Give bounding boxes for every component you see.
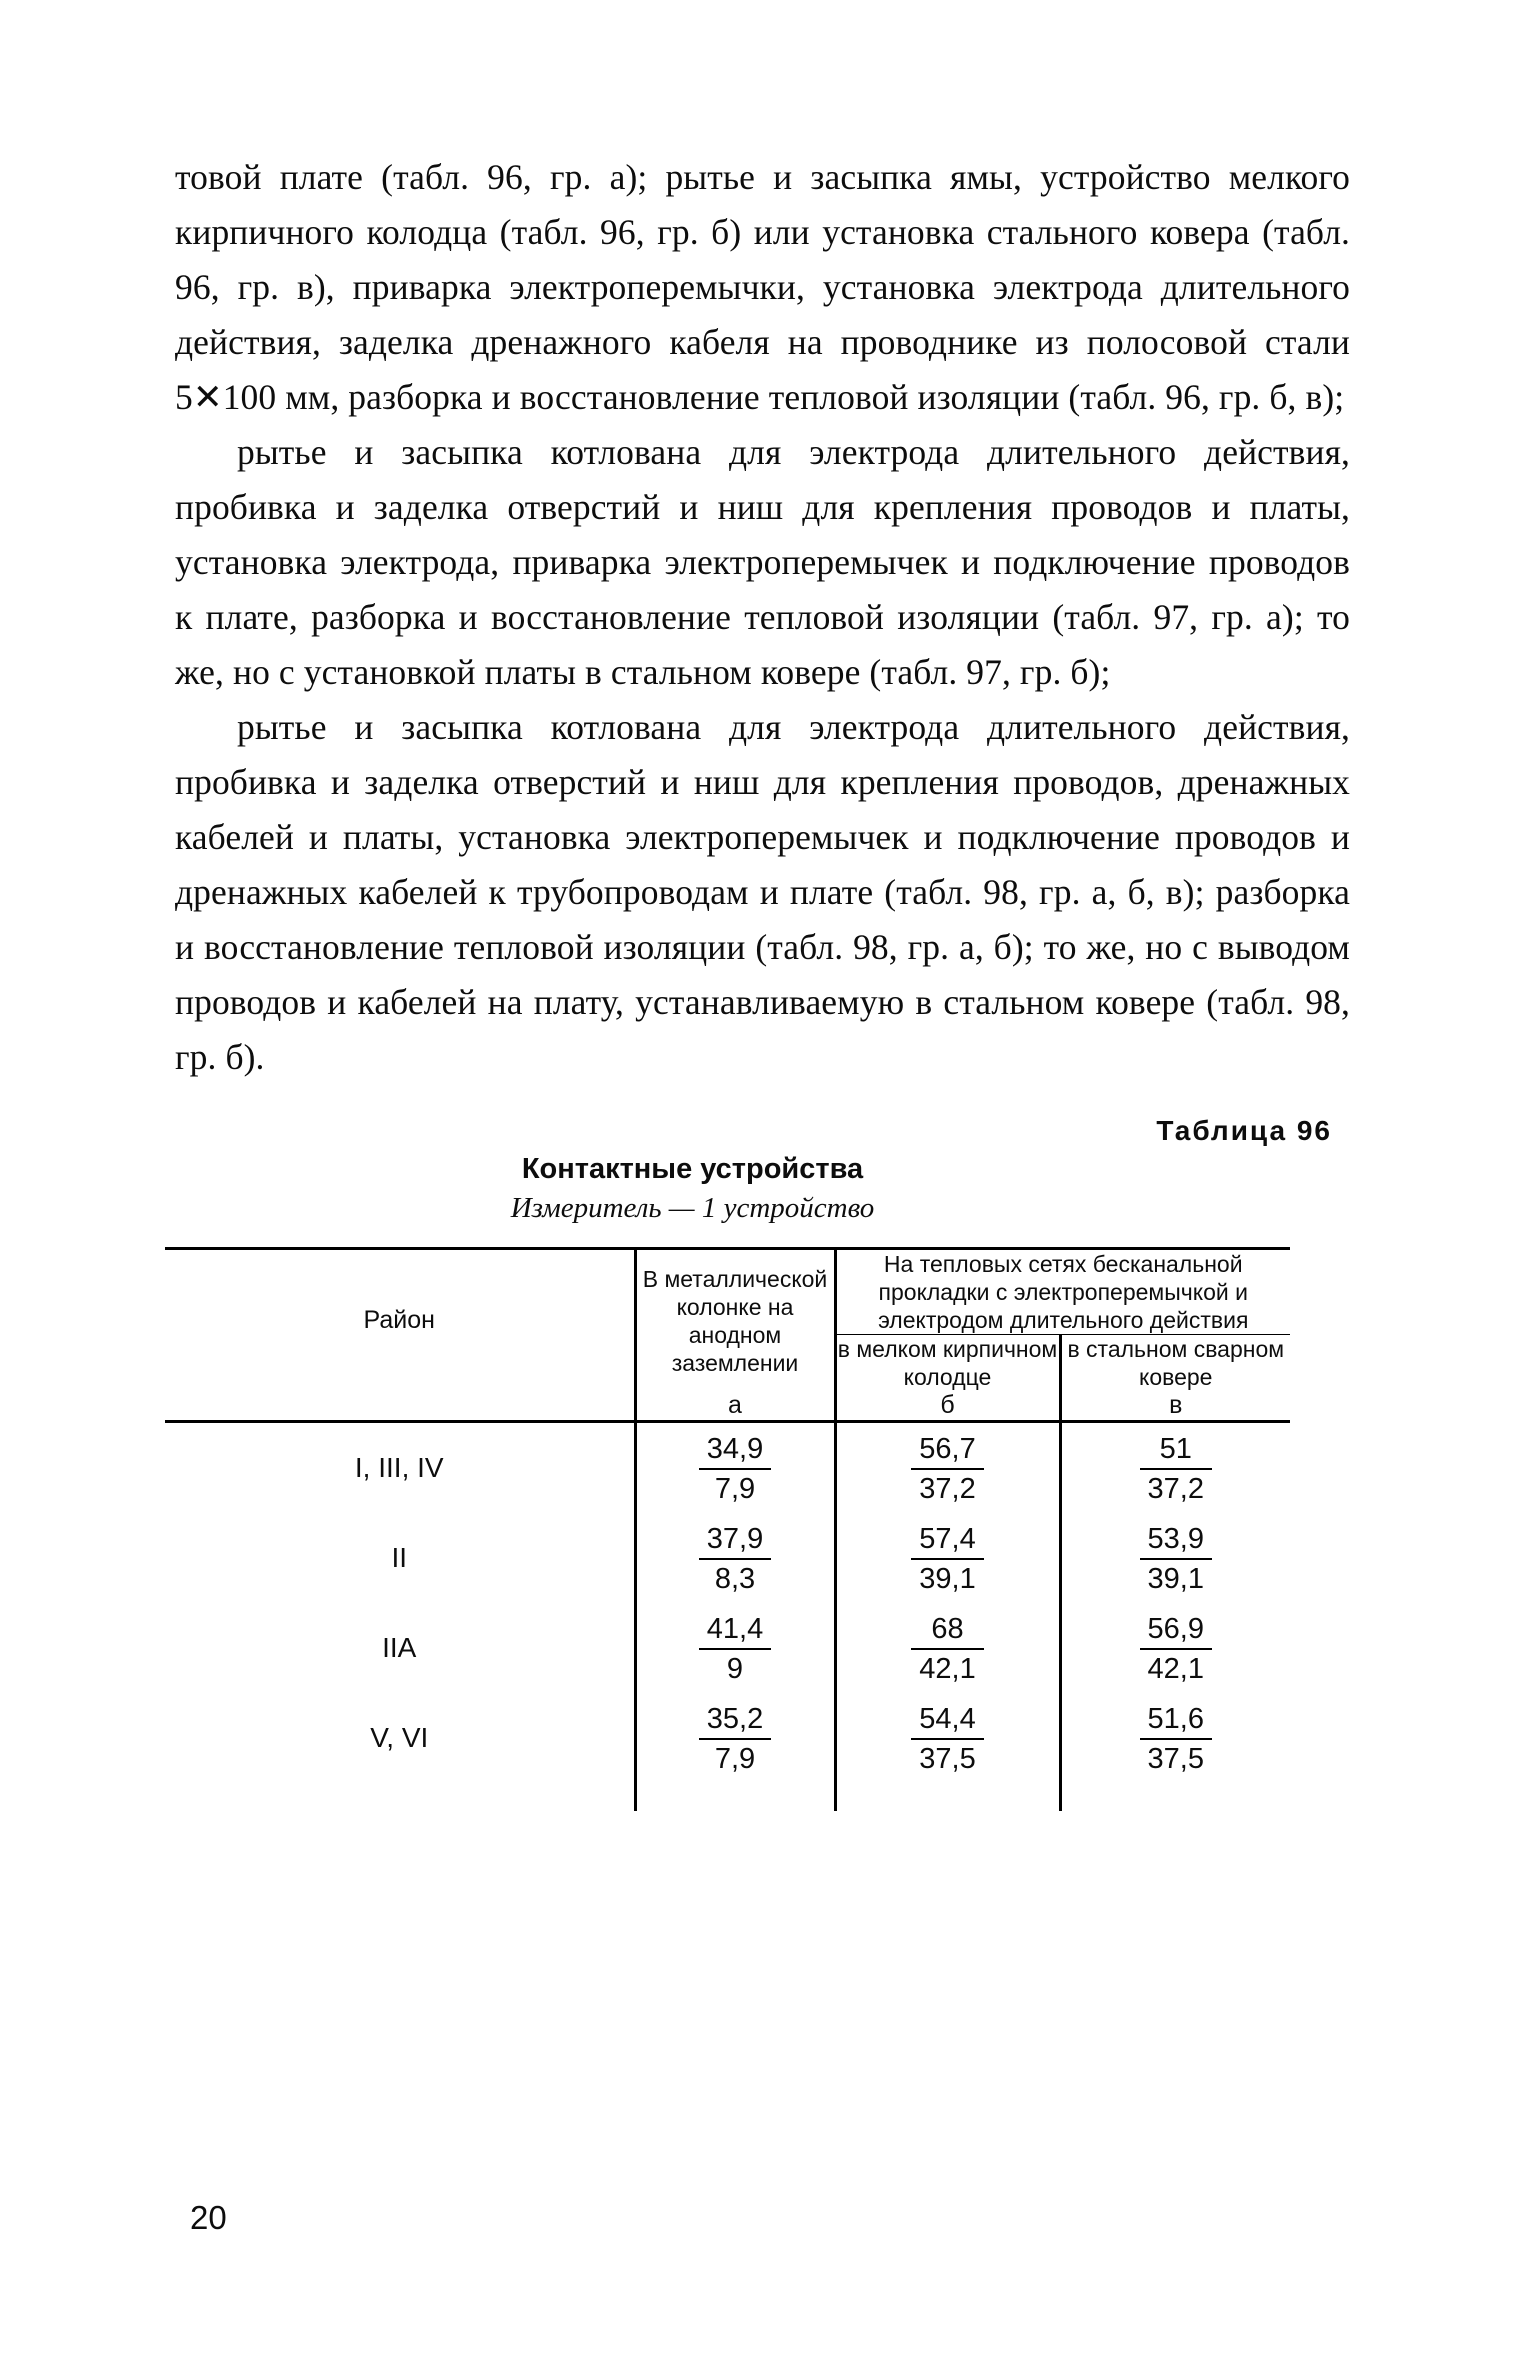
fraction-numerator: 51,6 [1140,1702,1212,1740]
header-col-a: В металлической колонке на анодном заземлении [635,1249,835,1392]
letter-b: б [835,1391,1060,1422]
fraction-numerator: 57,4 [911,1522,983,1560]
fraction-denominator: 42,1 [1147,1653,1204,1685]
row-value-b [835,1513,1060,1603]
fraction [911,1693,983,1783]
letter-a: а [635,1391,835,1422]
table-row [165,1693,1290,1783]
fraction [1140,1513,1212,1603]
paragraph-3: рытье и засыпка котлована для электрода длительного действия, пробивка и заделка отверстий и ниш для крепления проводов, дренажных кабелей и платы, установка электроперемычек и подключение проводов и дренажных кабелей к трубопроводам и плате (табл. 98, гр. а, б, в); разборка и восстановление тепловой изоляции (табл. 98, гр. а, б); то же, но с выводом проводов и кабелей на плату, устанавливаемую в стальном ковере (табл. 98, гр. б). [175,707,1350,1077]
fraction [1140,1693,1212,1783]
fraction-denominator: 37,2 [1147,1473,1204,1505]
fraction [911,1603,983,1693]
fraction-numerator: 51 [1140,1432,1212,1470]
row-value-a [635,1513,835,1603]
table-row [165,1603,1290,1693]
table-subtitle: Измеритель — 1 устройство [510,1192,875,1224]
header-region: Район [165,1249,635,1392]
fraction-denominator: 7,9 [714,1473,756,1505]
row-value-a [635,1422,835,1514]
fraction-numerator: 54,4 [911,1702,983,1740]
fraction-denominator: 37,5 [1147,1743,1204,1775]
letter-spacer [165,1391,635,1422]
row-value-b [835,1603,1060,1693]
header-col-v: в стальном сварном ковере [1060,1335,1290,1392]
row-value-v [1060,1693,1290,1783]
header-col-b: в мелком кирпичном колодце [835,1335,1060,1392]
fraction-denominator: 42,1 [919,1653,976,1685]
fraction-numerator: 41,4 [699,1612,771,1650]
fraction [1140,1423,1212,1513]
fraction-denominator: 37,2 [919,1473,976,1505]
row-region: II [391,1542,408,1573]
paragraph-1: товой плате (табл. 96, гр. а); рытье и засыпка ямы, устройство мелкого кирпичного колодца (табл. 96, гр. б) или установка стального ковера (табл. 96, гр. в), приварка электроперемычки, установка электрода длительного действия, заделка дренажного кабеля на проводнике из полосовой стали 5✕100 мм, разборка и восстановление тепловой изоляции (табл. 96, гр. б, в); [175,157,1350,417]
row-value-b [835,1693,1060,1783]
fraction [699,1513,771,1603]
fraction [699,1423,771,1513]
fraction-denominator: 9 [726,1653,744,1685]
fraction-numerator: 68 [911,1612,983,1650]
fraction [911,1513,983,1603]
fraction [1140,1603,1212,1693]
table-row [165,1513,1290,1603]
fraction-numerator: 56,9 [1140,1612,1212,1650]
row-value-a [635,1693,835,1783]
row-value-v [1060,1603,1290,1693]
table-number-label: Таблица 96 [1156,1115,1332,1146]
contact-devices-table [165,1247,1290,1811]
fraction-denominator: 39,1 [919,1563,976,1595]
row-value-a [635,1603,835,1693]
letter-v: в [1060,1391,1290,1422]
fraction-denominator: 7,9 [714,1743,756,1775]
fraction-numerator: 34,9 [699,1432,771,1470]
fraction-denominator: 37,5 [919,1743,976,1775]
body-text [175,150,1350,1085]
page-number: 20 [190,2199,227,2236]
row-value-v [1060,1513,1290,1603]
row-region: IIA [382,1632,417,1663]
table-title: Контактные устройства [521,1153,864,1185]
row-value-b [835,1422,1060,1514]
row-value-v [1060,1422,1290,1514]
fraction-numerator: 53,9 [1140,1522,1212,1560]
fraction-numerator: 37,9 [699,1522,771,1560]
fraction [911,1423,983,1513]
fraction-denominator: 8,3 [714,1563,756,1595]
table-letter-row [165,1391,1290,1422]
row-region: V, VI [370,1722,429,1753]
paragraph-2: рытье и засыпка котлована для электрода длительного действия, пробивка и заделка отверстий и ниш для крепления проводов и платы, установка электрода, приварка электроперемычек и подключение проводов к плате, разборка и восстановление тепловой изоляции (табл. 97, гр. а); то же, но с установкой платы в стальном ковере (табл. 97, гр. б); [175,432,1350,692]
fraction-numerator: 35,2 [699,1702,771,1740]
table-header-row-1 [165,1249,1290,1335]
fraction [699,1603,771,1693]
header-group-bv: На тепловых сетях бесканальной прокладки с электроперемычкой и электродом длительного действия [835,1249,1290,1335]
row-region: I, III, IV [354,1452,444,1483]
table-bottom-rule-row [165,1783,1290,1811]
fraction-numerator: 56,7 [911,1432,983,1470]
table-container [165,1247,1290,1811]
fraction-denominator: 39,1 [1147,1563,1204,1595]
fraction [699,1693,771,1783]
table-row [165,1422,1290,1514]
